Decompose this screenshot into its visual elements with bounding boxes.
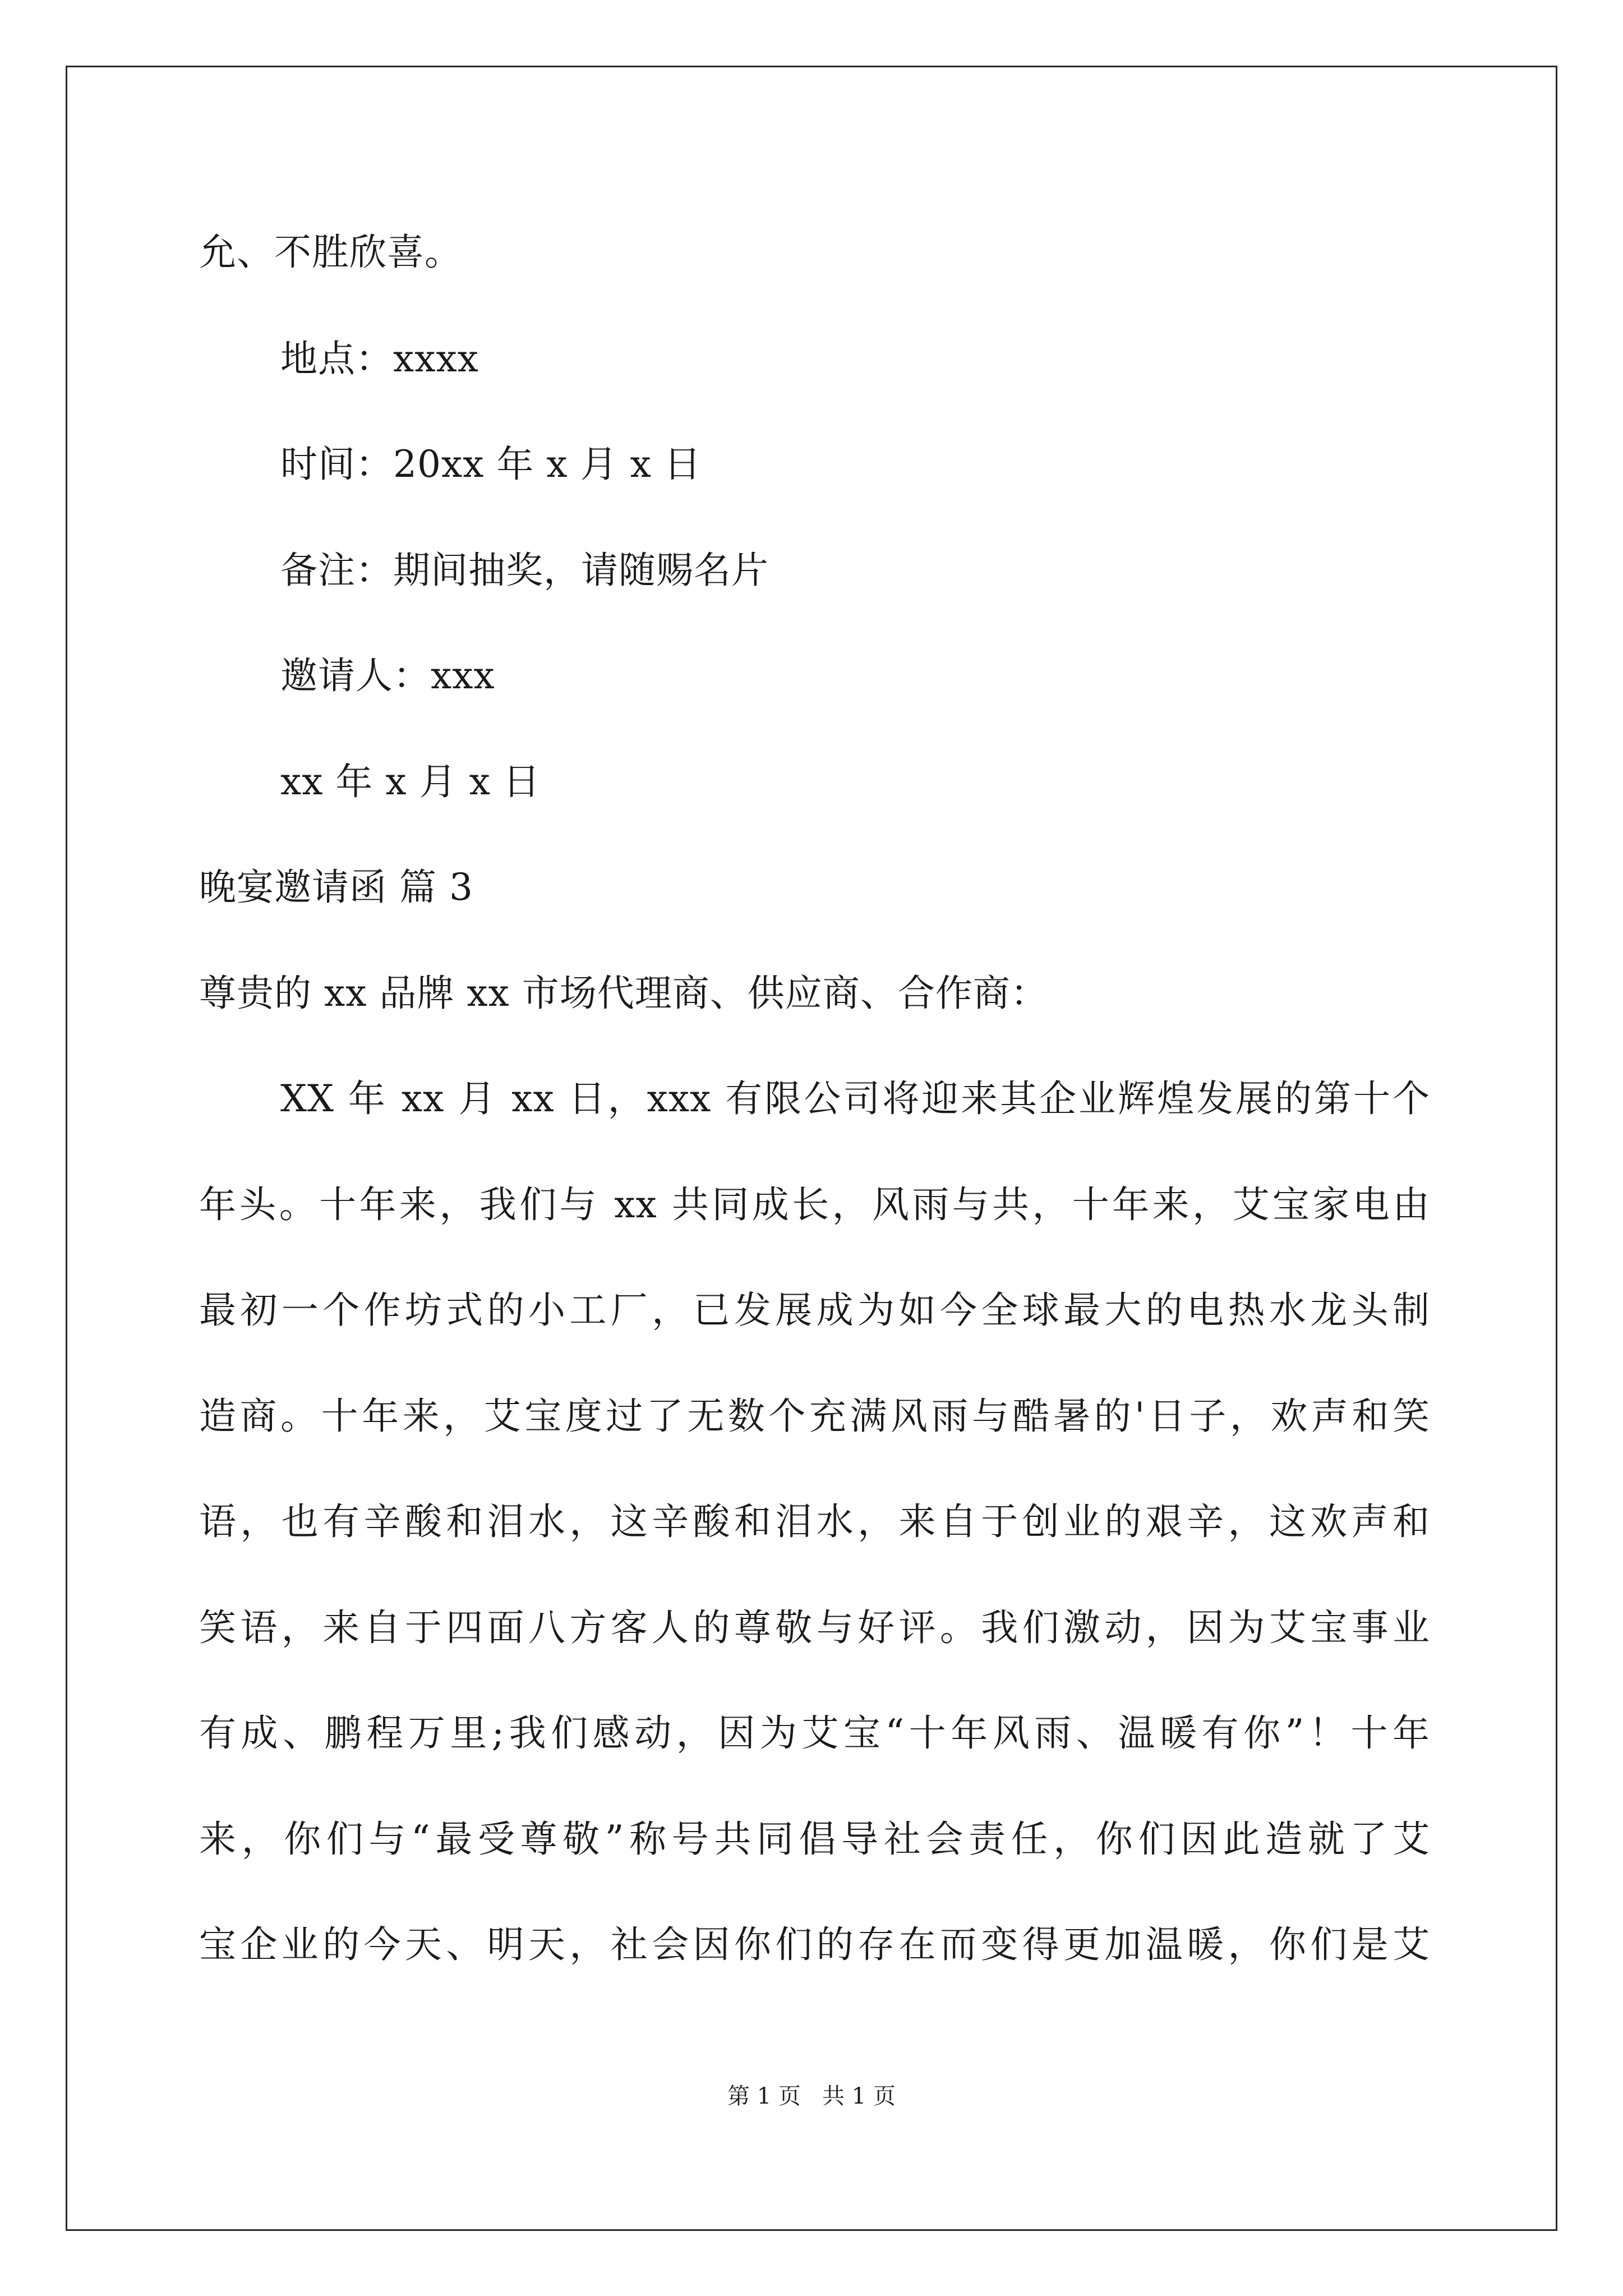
page-footer: 第 1 页 共 1 页	[727, 2083, 896, 2109]
paragraph-line: 宝企业的今天、明天，社会因你们的存在而变得更加温暖，你们是艾	[199, 1923, 1430, 1966]
paragraph-line: 造商。十年来，艾宝度过了无数个充满风雨与酷暑的'日子，欢声和笑	[199, 1395, 1430, 1438]
text-line-inviter: 邀请人：xxx	[280, 654, 495, 697]
paragraph-line: 有成、鹏程万里;我们感动，因为艾宝“十年风雨、温暖有你”！十年	[199, 1711, 1430, 1755]
text-line-continuation: 允、不胜欣喜。	[199, 231, 462, 274]
text-line-time: 时间：20xx 年 x 月 x 日	[280, 443, 702, 486]
text-line-date: xx 年 x 月 x 日	[280, 760, 541, 803]
paragraph-line: 语，也有辛酸和泪水，这辛酸和泪水，来自于创业的艰辛，这欢声和	[199, 1500, 1430, 1543]
paragraph-line: 笑语，来自于四面八方客人的尊敬与好评。我们激动，因为艾宝事业	[199, 1606, 1430, 1649]
paragraph-line: XX 年 xx 月 xx 日，xxx 有限公司将迎来其企业辉煌发展的第十个	[280, 1077, 1430, 1120]
text-line-location: 地点：xxxx	[280, 337, 479, 380]
paragraph-line: 年头。十年来，我们与 xx 共同成长，风雨与共，十年来，艾宝家电由	[199, 1183, 1430, 1226]
section-heading: 晚宴邀请函 篇 3	[199, 866, 473, 909]
salutation: 尊贵的 xx 品牌 xx 市场代理商、供应商、合作商：	[199, 972, 1048, 1015]
text-line-remark: 备注：期间抽奖，请随赐名片	[280, 549, 769, 592]
paragraph-line: 最初一个作坊式的小工厂，已发展成为如今全球最大的电热水龙头制	[199, 1289, 1430, 1332]
page-border	[66, 66, 1557, 2231]
paragraph-line: 来，你们与“最受尊敬”称号共同倡导社会责任，你们因此造就了艾	[199, 1818, 1430, 1861]
